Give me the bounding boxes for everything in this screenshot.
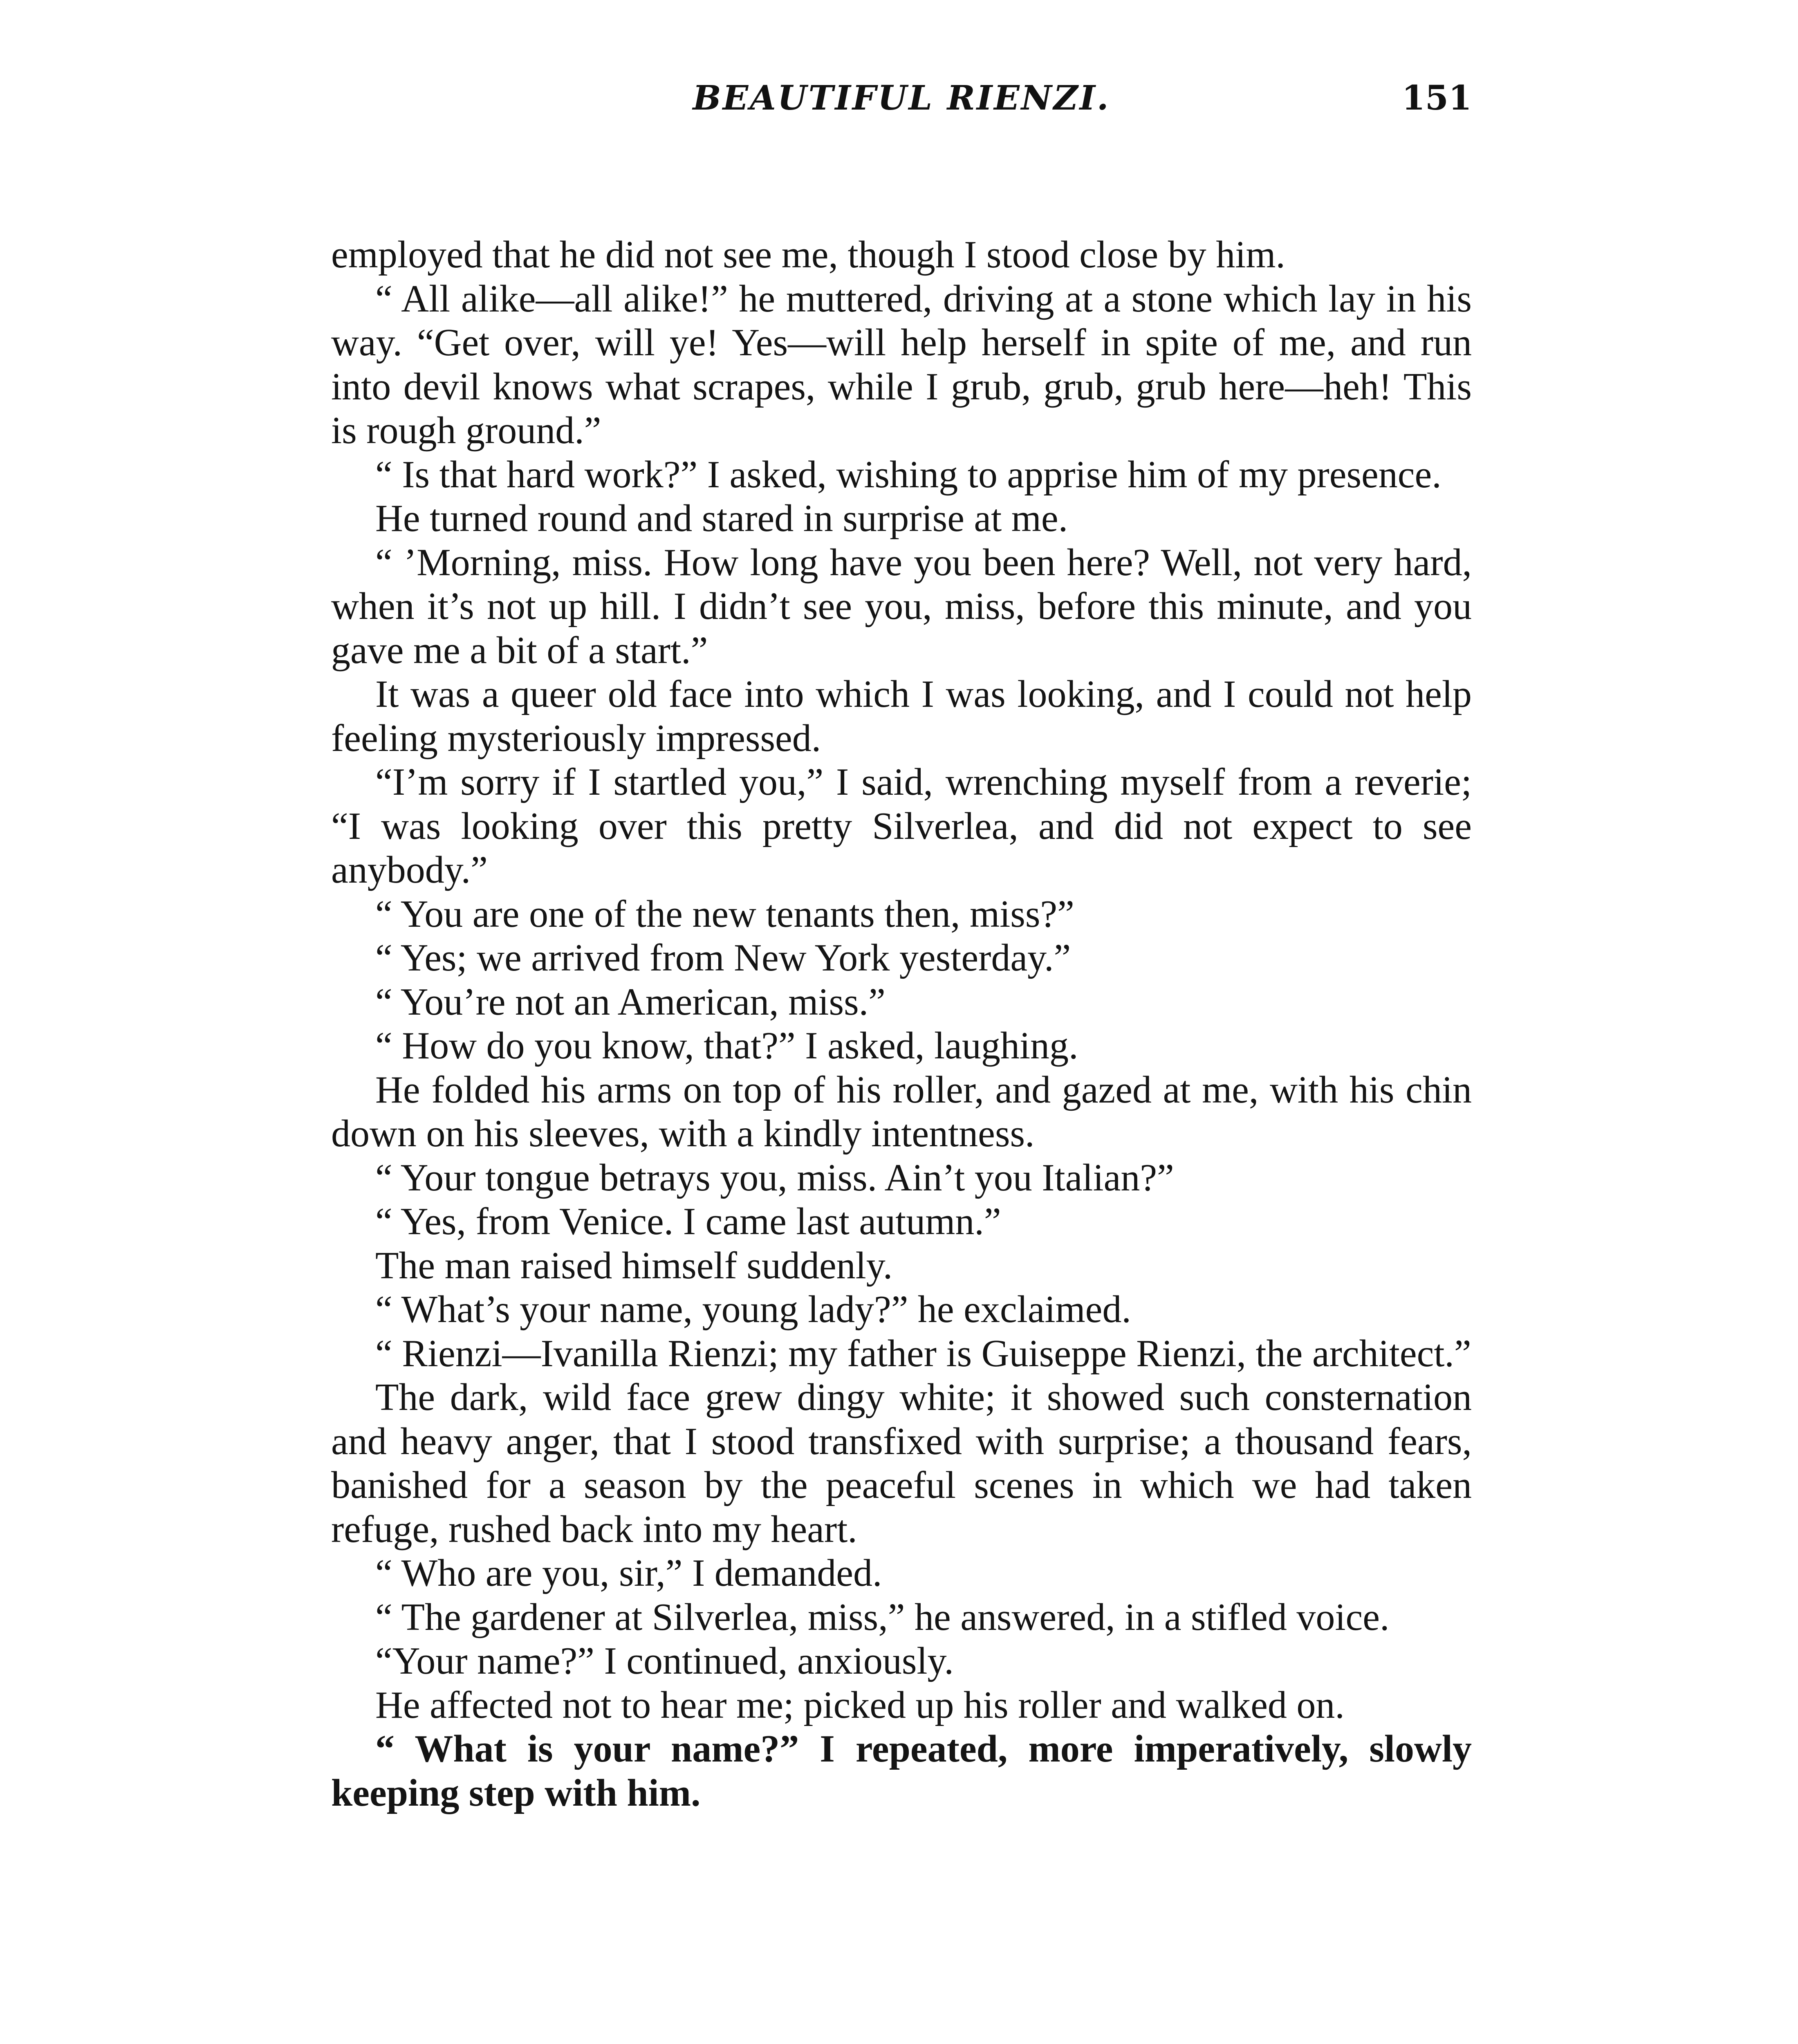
paragraph: It was a queer old face into which I was looking, and I could not help feeling mysteriously impressed.	[331, 673, 1472, 760]
paragraph: “ Is that hard work?” I asked, wishing to apprise him of my presence.	[375, 453, 1442, 496]
paragraph: “ Who are you, sir,” I demanded.	[375, 1552, 882, 1594]
paragraph: “ ’Morning, miss. How long have you been here? Well, not very hard, when it’s not up hill. I didn’t see you, miss, before this minute, and you gave me a bit of a start.”	[331, 541, 1472, 672]
paragraph: “ Yes, from Venice. I came last autumn.”	[375, 1200, 1001, 1243]
body-text	[331, 233, 1472, 1815]
paragraph: He turned round and stared in surprise at me.	[375, 497, 1068, 540]
paragraph: “ Your tongue betrays you, miss. Ain’t you Italian?”	[375, 1156, 1174, 1199]
paragraph: “ All alike—all alike!” he muttered, driving at a stone which lay in his way. “Get over, will ye! Yes—will help herself in spite of me, and run into devil knows what scrapes, while I grub, grub, grub here—heh! This is rough ground.”	[331, 277, 1472, 452]
paragraph: “ How do you know, that?” I asked, laughing.	[375, 1024, 1078, 1067]
paragraph: “ What is your name?” I repeated, more imperatively, slowly keeping step with him.	[331, 1728, 1472, 1814]
paragraph: “ You are one of the new tenants then, miss?”	[375, 892, 1074, 935]
paragraph: employed that he did not see me, though I stood close by him.	[331, 233, 1285, 276]
running-title: BEAUTIFUL RIENZI.	[693, 78, 1110, 118]
paragraph: “ Yes; we arrived from New York yesterday.”	[375, 937, 1071, 979]
paragraph: “ Rienzi—Ivanilla Rienzi; my father is Guiseppe Rienzi, the architect.”	[375, 1332, 1471, 1375]
paragraph: He affected not to hear me; picked up his roller and walked on.	[375, 1683, 1345, 1726]
paragraph: The man raised himself suddenly.	[375, 1244, 893, 1287]
paragraph: “Your name?” I continued, anxiously.	[375, 1640, 954, 1682]
paragraph: “ The gardener at Silverlea, miss,” he answered, in a stifled voice.	[375, 1596, 1390, 1638]
paragraph: “I’m sorry if I startled you,” I said, wrenching myself from a reverie; “I was looking over this pretty Silverlea, and did not expect to see anybody.”	[331, 761, 1472, 891]
page-number: 151	[1401, 78, 1472, 118]
paragraph: He folded his arms on top of his roller, and gazed at me, with his chin down on his sleeves, with a kindly intentness.	[331, 1068, 1472, 1155]
paragraph: “ What’s your name, young lady?” he exclaimed.	[375, 1288, 1131, 1331]
paragraph: “ You’re not an American, miss.”	[375, 980, 886, 1023]
running-head	[331, 74, 1472, 131]
paragraph: The dark, wild face grew dingy white; it showed such consternation and heavy anger, that I stood transfixed with surprise; a thousand fears, banished for a season by the peaceful scenes in which we had taken refuge, rushed back into my heart.	[331, 1376, 1472, 1551]
